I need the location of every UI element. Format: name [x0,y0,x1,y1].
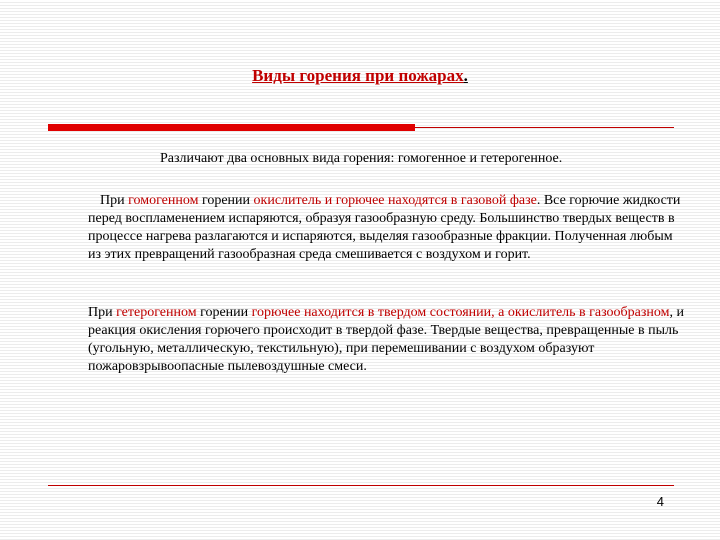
page-number: 4 [656,494,664,509]
heterogeneous-text-3: , и реакция окисления горючего происходит в твердой фазе. Твердые вещества, превращенные в пыль (угольную, металлическую, текстильную), при перемешивании с воздухом образуют пожаровзрывоопасные пылевоздушные смеси. [88,305,685,374]
slide-title-suffix: . [463,66,468,85]
bottom-divider-line [48,485,674,486]
homogeneous-definition: окислитель и горючее находятся в газовой фазе [253,193,537,208]
slide-title-text: Виды горения при пожарах [252,66,464,85]
heterogeneous-text-1: При [88,305,117,320]
top-accent-bar [48,124,415,131]
heterogeneous-text-2: горении [196,305,252,320]
heterogeneous-term: гетерогенном [116,305,197,320]
homogeneous-text-1: При [100,193,129,208]
intro-text: Различают два основных вида горения: гомогенное и гетерогенное. [160,151,563,166]
homogeneous-term: гомогенном [128,193,199,208]
homogeneous-text-3: . Все горючие жидкости перед воспламенением испаряются, образуя газообразную среду. Большинство твердых веществ в процессе нагрева разлагаются и испаряются, выделяя газообразные фракции. Полученная любым из этих превращений газообразная среда смешивается с воздухом и горит. [88,193,681,262]
heterogeneous-paragraph [88,304,688,376]
heterogeneous-definition: горючее находится в твердом состоянии, а окислитель в газообразном [251,305,670,320]
slide-title [0,66,720,86]
homogeneous-paragraph [88,192,688,264]
homogeneous-text-2: горении [198,193,254,208]
